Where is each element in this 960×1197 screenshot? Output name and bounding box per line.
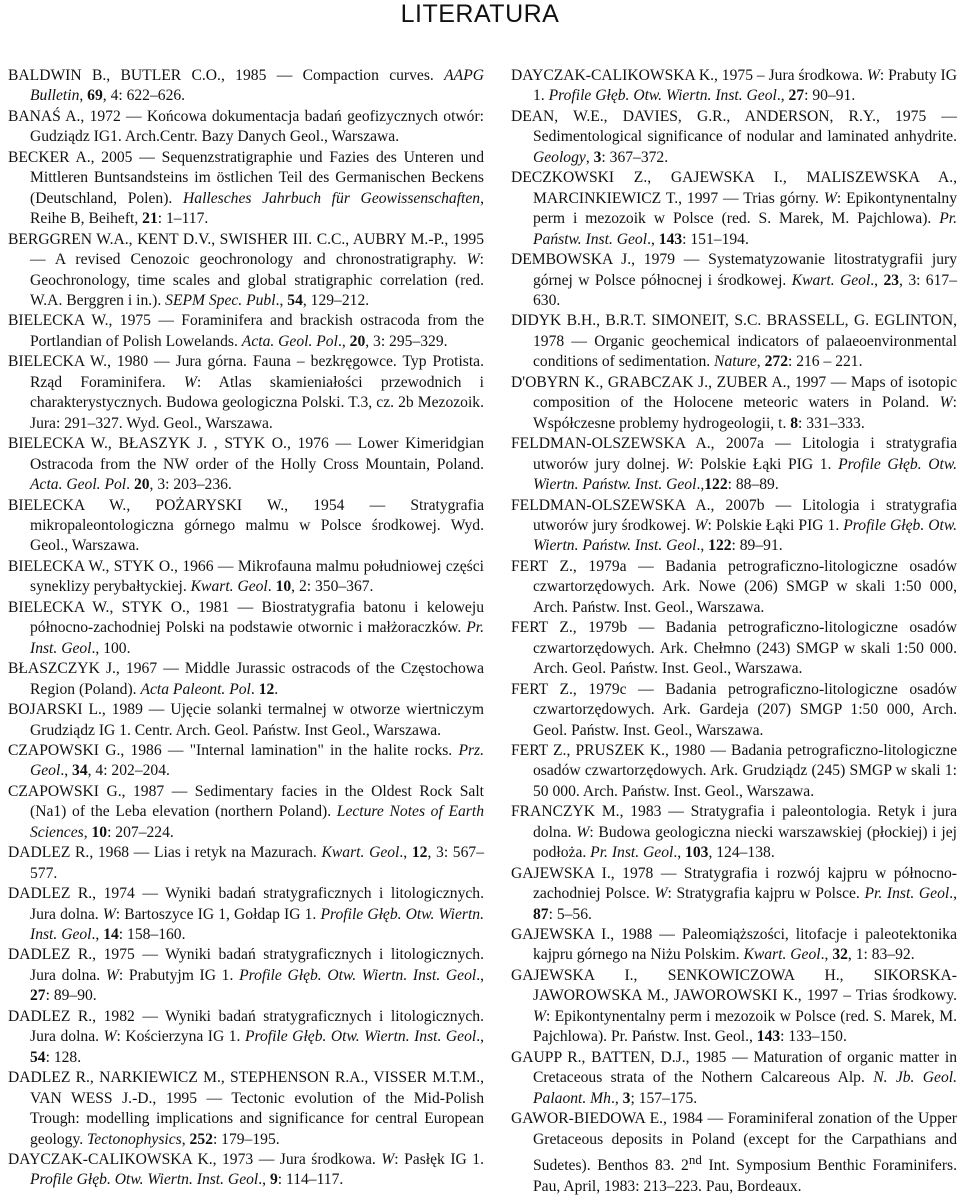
reference-entry: BOJARSKI L., 1989 — Ujęcie solanki termalnej w otworze wiertniczym Grudziądz IG 1. Centr. Arch. Geol. Państw. Inst Geol., Warszawa. — [8, 701, 484, 739]
reference-entry: GAJEWSKA I., 1978 — Stratygrafia i rozwój kajpru w północno-zachodniej Polsce. W: Stratygrafia kajpru w Polsce. Pr. Inst. Geol., 87: 5–56. — [511, 864, 957, 923]
reference-entry: CZAPOWSKI G., 1986 — "Internal lamination" in the halite rocks. Prz. Geol., 34, 4: 202–204. — [8, 741, 484, 780]
reference-entry: DEMBOWSKA J., 1979 — Systematyzowanie litostratygrafii jury górnej w Polsce północnej i środkowej. Kwart. Geol., 23, 3: 617–630. — [511, 251, 957, 309]
reference-entry: BECKER A., 2005 — Sequenzstratigraphie und Fazies des Unteren und Mittleren Buntsandsteins im östlichen Teil des Germanischen Beckens (Deutschland, Polen). Hallesches Jahrbuch für Geowissenschaften, Reihe B, Beiheft, 21: 1–117. — [8, 148, 484, 228]
references-left-column — [8, 66, 484, 1191]
reference-entry: DADLEZ R., 1968 — Lias i retyk na Mazurach. Kwart. Geol., 12, 3: 567–577. — [8, 844, 484, 882]
reference-entry: FERT Z., 1979a — Badania petrograficzno-litologiczne osadów czwartorzędowych. Ark. Nowe (206) SMGP w skali 1:50 000, Arch. Państw. Inst. Geol., Warszawa. — [511, 557, 957, 616]
reference-entry: BIELECKA W., POŻARYSKI W., 1954 — Stratygrafia mikropaleontologiczna górnego malmu w Polsce środkowej. Wyd. Geol., Warszawa. — [8, 496, 484, 555]
reference-entry: FERT Z., PRUSZEK K., 1980 — Badania petrograficzno-litologiczne osadów czwartorzędowych. Ark. Grudziądz (245) SMGP w skali 1: 50 000. Arch. Państw. Inst. Geol., Warszawa. — [511, 741, 957, 800]
reference-entry: DADLEZ R., 1975 — Wyniki badań stratygraficznych i litologicznych. Jura dolna. W: Prabutyjm IG 1. Profile Głęb. Otw. Wiertn. Inst. Geol., 27: 89–90. — [8, 946, 484, 1005]
reference-entry: DIDYK B.H., B.R.T. SIMONEIT, S.C. BRASSELL, G. EGLINTON, 1978 — Organic geochemical indicators of palaeoenvironmental conditions of sedimentation. Nature, 272: 216 – 221. — [511, 312, 957, 371]
reference-entry: FELDMAN-OLSZEWSKA A., 2007b — Litologia i stratygrafia utworów jury środkowej. W: Polskie Łąki PIG 1. Profile Głęb. Otw. Wiertn. Państw. Inst. Geol., 122: 89–91. — [511, 496, 957, 555]
reference-entry: BIELECKA W., STYK O., 1966 — Mikrofauna malmu południowej części syneklizy perybałtyckiej. Kwart. Geol. 10, 2: 350–367. — [8, 557, 484, 596]
reference-entry: DEAN, W.E., DAVIES, G.R., ANDERSON, R.Y., 1975 — Sedimentological significance of nodular and laminated anhydrite. Geology, 3: 367–372. — [511, 107, 957, 166]
reference-entry: BIELECKA W., BŁASZYK J. , STYK O., 1976 — Lower Kimeridgian Ostracoda from the NW order of the Holly Cross Mountain, Poland. Acta. Geol. Pol. 20, 3: 203–236. — [8, 435, 484, 494]
reference-entry: D'OBYRN K., GRABCZAK J., ZUBER A., 1997 — Maps of isotopic composition of the Holocene meteoric waters in Poland. W: Współczesne problemy hydrogeologii, t. 8: 331–333. — [511, 373, 957, 432]
reference-entry: BŁASZCZYK J., 1967 — Middle Jurassic ostracods of the Częstochowa Region (Poland). Acta Paleont. Pol. 12. — [8, 660, 484, 698]
reference-entry: BANAŚ A., 1972 — Końcowa dokumentacja badań geofizycznych otwór: Gudziądz IG1. Arch.Centr. Bazy Danych Geol., Warszawa. — [8, 107, 484, 146]
reference-entry: DADLEZ R., 1974 — Wyniki badań stratygraficznych i litologicznych. Jura dolna. W: Bartoszyce IG 1, Gołdap IG 1. Profile Głęb. Otw. Wiertn. Inst. Geol., 14: 158–160. — [8, 885, 484, 944]
reference-entry: CZAPOWSKI G., 1987 — Sedimentary facies in the Oldest Rock Salt (Na1) of the Leba elevation (northern Poland). Lecture Notes of Earth Sciences, 10: 207–224. — [8, 782, 484, 841]
reference-entry: FELDMAN-OLSZEWSKA A., 2007a — Litologia i stratygrafia utworów jury dolnej. W: Polskie Łąki PIG 1. Profile Głęb. Otw. Wiertn. Państw. Inst. Geol.,122: 88–89. — [511, 435, 957, 494]
reference-entry: DAYCZAK-CALIKOWSKA K., 1973 — Jura środkowa. W: Pasłęk IG 1. Profile Głęb. Otw. Wiertn. Inst. Geol., 9: 114–117. — [8, 1151, 484, 1189]
reference-entry: BALDWIN B., BUTLER C.O., 1985 — Compaction curves. AAPG Bulletin, 69, 4: 622–626. — [8, 67, 484, 105]
references-right-column — [511, 66, 957, 1197]
page-title: LITERATURA — [400, 0, 560, 28]
reference-entry: DADLEZ R., 1982 — Wyniki badań stratygraficznych i litologicznych. Jura dolna. W: Kościerzyna IG 1. Profile Głęb. Otw. Wiertn. Inst. Geol., 54: 128. — [8, 1007, 485, 1066]
reference-entry: DAYCZAK-CALIKOWSKA K., 1975 – Jura środkowa. W: Prabuty IG 1. Profile Głęb. Otw. Wiertn. Inst. Geol., 27: 90–91. — [511, 67, 957, 105]
reference-entry: BIELECKA W., STYK O., 1981 — Biostratygrafia batonu i keloweju północno-zachodniej Polski na podstawie otwornic i małżoraczków. Pr. Inst. Geol., 100. — [8, 598, 484, 657]
reference-entry: GAJEWSKA I., SENKOWICZOWA H., SIKORSKA-JAWOROWSKA M., JAWOROWSKI K., 1997 – Trias środkowy. W: Epikontynentalny perm i mezozoik w Polsce (red. S. Marek, M. Pajchlowa). Pr. Państw. Inst. Geol., 143: 133–150. — [511, 966, 957, 1046]
reference-entry: BIELECKA W., 1980 — Jura górna. Fauna – bezkręgowce. Typ Protista. Rząd Foraminifera. W: Atlas skamieniałości przewodnich i charakterystycznych. Budowa geologiczna Polski. T.3, cz. 2b Mezozoik. Jura: 291–327. Wyd. Geol., Warszawa. — [8, 353, 484, 432]
reference-entry: DADLEZ R., NARKIEWICZ M., STEPHENSON R.A., VISSER M.T.M., VAN WESS J.-D., 1995 — Tectonic evolution of the Mid-Polish Trough: modelling implications and significance for central European geology. Tectonophysics, 252: 179–195. — [8, 1069, 484, 1148]
reference-entry: GAJEWSKA I., 1988 — Paleomiąższości, litofacje i paleotektonika kajpru górnego na Niżu Polskim. Kwart. Geol., 32, 1: 83–92. — [511, 926, 957, 964]
reference-entry: FERT Z., 1979c — Badania petrograficzno-litologiczne osadów czwartorzędowych. Ark. Gardeja (207) SMGP 1:50 000, Arch. Geol. Państw. Inst. Geol., Warszawa. — [511, 680, 957, 739]
reference-entry: FERT Z., 1979b — Badania petrograficzno-litologiczne osadów czwartorzędowych. Ark. Chełmno (243) SMGP w skali 1:50 000. Arch. Geol. Państw. Inst. Geol., Warszawa. — [511, 619, 957, 678]
reference-entry: FRANCZYK M., 1983 — Stratygrafia i paleontologia. Retyk i jura dolna. W: Budowa geologiczna niecki warszawskiej (płockiej) i jej podłoża. Pr. Inst. Geol., 103, 124–138. — [511, 803, 957, 862]
reference-entry: GAWOR-BIEDOWA E., 1984 — Foraminiferal zonation of the Upper Gretaceous deposits in Poland (except for the Carpathians and Sudetes). Benthos 83. 2nd Int. Symposium Benthic Foraminifers. Pau, April, 1983: 213–223. Pau, Bordeaux. — [511, 1110, 957, 1195]
reference-entry: GAUPP R., BATTEN, D.J., 1985 — Maturation of organic matter in Cretaceous strata of the Nothern Calcareous Alp. N. Jb. Geol. Palaont. Mh., 3; 157–175. — [511, 1048, 957, 1107]
reference-entry: BIELECKA W., 1975 — Foraminifera and brackish ostracoda from the Portlandian of Polish Lowelands. Acta. Geol. Pol., 20, 3: 295–329. — [8, 312, 484, 350]
reference-entry: BERGGREN W.A., KENT D.V., SWISHER III. C.C., AUBRY M.-P., 1995 — A revised Cenozoic geochronology and chronostratigraphy. W: Geochronology, time scales and global stratigraphic correlation (red. W.A. Berggren i in.). SEPM Spec. Publ., 54, 129–212. — [8, 230, 484, 309]
reference-entry: DECZKOWSKI Z., GAJEWSKA I., MALISZEWSKA A., MARCINKIEWICZ T., 1997 — Trias górny. W: Epikontynentalny perm i mezozoik w Polsce (red. S. Marek, M. Pajchlowa). Pr. Państw. Inst. Geol., 143: 151–194. — [511, 169, 957, 248]
